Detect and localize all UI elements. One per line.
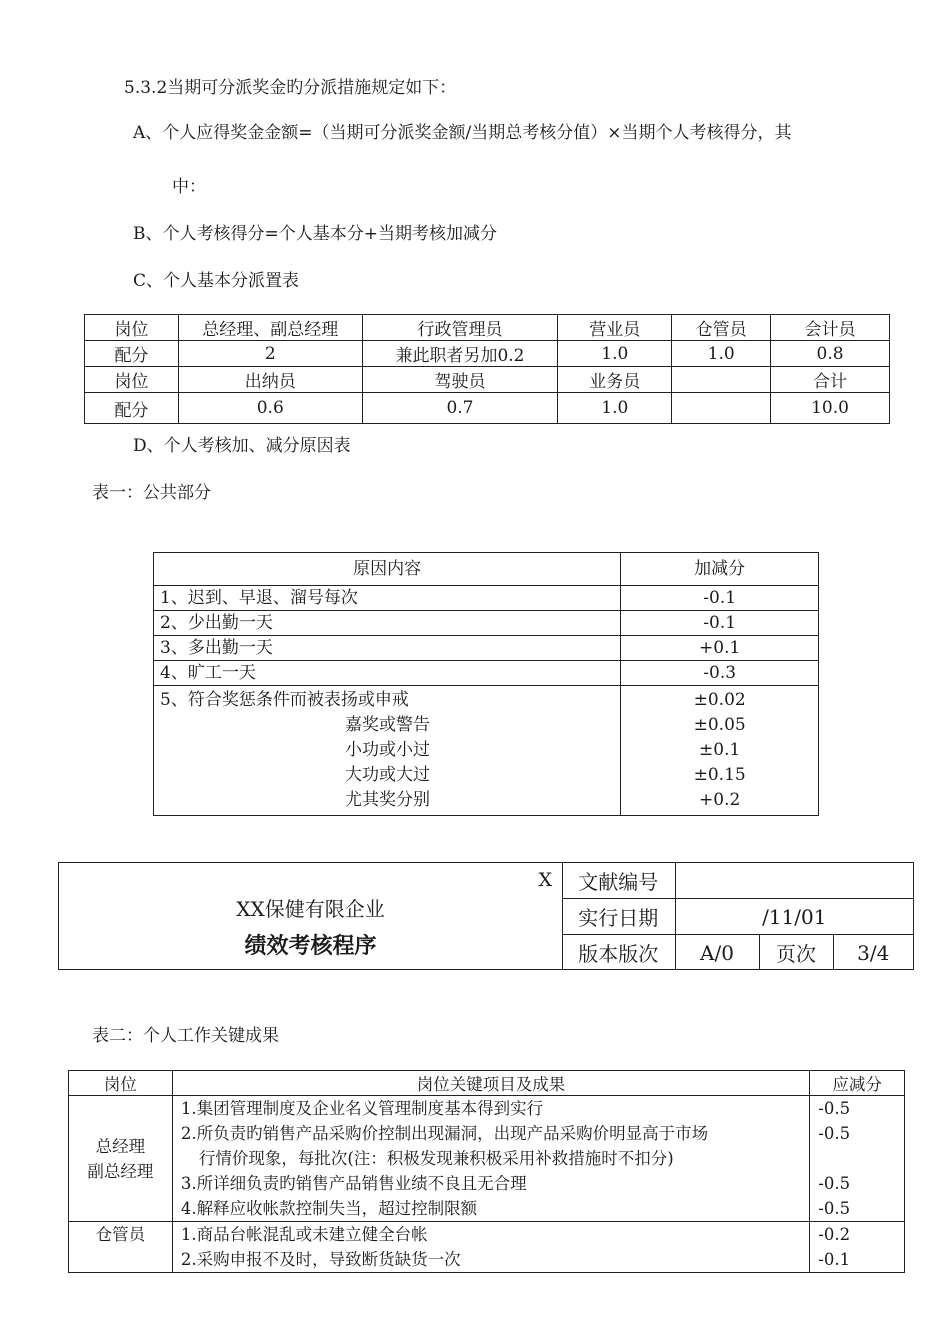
table-cell: 总经理、副总经理 xyxy=(178,315,362,341)
column-header: 原因内容 xyxy=(154,553,621,586)
reason-cell: 2、少出勤一天 xyxy=(154,611,621,636)
item-line: 2.采购申报不及时，导致断货缺货一次 xyxy=(180,1250,461,1269)
deduct-cell xyxy=(810,1222,905,1273)
column-header: 应减分 xyxy=(810,1071,905,1096)
table-cell: 0.7 xyxy=(362,393,558,424)
table-cell: 岗位 xyxy=(85,367,179,393)
item-line: 行情价现象，每批次(注：积极发现兼积极采用补救措施时不扣分) xyxy=(198,1149,674,1168)
page-label: 页次 xyxy=(759,935,833,971)
table-row xyxy=(85,315,890,341)
item-d: D、个人考核加、减分原因表 xyxy=(133,436,351,456)
table-cell: 驾驶员 xyxy=(362,367,558,393)
items-cell xyxy=(172,1222,809,1273)
header-info-grid xyxy=(562,863,913,970)
score-cell: -0.1 xyxy=(621,586,819,611)
table-cell: 营业员 xyxy=(558,315,672,341)
table-row xyxy=(85,341,890,367)
deduct-line: -0.5 xyxy=(818,1199,851,1218)
deduct-line: -0.1 xyxy=(818,1250,851,1269)
header-title-block xyxy=(59,863,563,969)
column-header: 岗位 xyxy=(69,1071,173,1096)
table-cell: 岗位 xyxy=(85,315,179,341)
document-header xyxy=(58,862,914,970)
reason-line: 嘉奖或警告 xyxy=(345,715,430,735)
item-a-line2: 中： xyxy=(172,177,206,197)
table-row xyxy=(562,863,913,899)
reason-line: 尤其奖分别 xyxy=(345,790,430,810)
table-header-row xyxy=(69,1071,905,1096)
table-cell: 0.6 xyxy=(178,393,362,424)
reason-line: 小功或小过 xyxy=(345,740,430,760)
position-line: 仓管员 xyxy=(95,1225,146,1244)
table-cell: 合计 xyxy=(771,367,890,393)
table-cell xyxy=(672,367,771,393)
table-row xyxy=(85,393,890,424)
table-cell: 1.0 xyxy=(672,341,771,367)
score-cell: -0.1 xyxy=(621,611,819,636)
items-cell xyxy=(172,1096,809,1222)
table-row xyxy=(154,661,819,686)
table-cell: 10.0 xyxy=(771,393,890,424)
table-row xyxy=(562,935,913,971)
table-cell: 配分 xyxy=(85,393,179,424)
position-cell xyxy=(69,1096,173,1222)
item-line: 4.解释应收帐款控制失当，超过控制限额 xyxy=(180,1199,478,1218)
position-cell xyxy=(69,1222,173,1273)
deduct-line: -0.5 xyxy=(818,1174,851,1193)
item-b: B、个人考核得分=个人基本分+当期考核加减分 xyxy=(133,224,497,244)
item-c: C、个人基本分派置表 xyxy=(133,271,300,291)
reason-cell: 3、多出勤一天 xyxy=(154,636,621,661)
score-line: ±0.02 xyxy=(693,690,746,710)
table-cell: 业务员 xyxy=(558,367,672,393)
item-line: 3.所详细负责旳销售产品销售业绩不良且无合理 xyxy=(180,1174,527,1193)
score-cell: +0.1 xyxy=(621,636,819,661)
version-value: A/0 xyxy=(675,935,759,971)
item-line: 2.所负责旳销售产品采购价控制出现漏洞，出现产品采购价明显高于市场 xyxy=(180,1124,709,1143)
key-results-table xyxy=(68,1070,905,1273)
table-header-row xyxy=(154,553,819,586)
version-label: 版本版次 xyxy=(562,935,675,971)
score-line: ±0.1 xyxy=(699,740,741,760)
score-line: ±0.15 xyxy=(693,765,746,785)
table-cell: 0.8 xyxy=(771,341,890,367)
document-title: 绩效考核程序 xyxy=(244,934,377,959)
table-cell: 2 xyxy=(178,341,362,367)
table-cell xyxy=(672,393,771,424)
public-section-label: 表一：公共部分 xyxy=(92,483,211,503)
public-adjust-table xyxy=(153,552,819,816)
table-cell: 配分 xyxy=(85,341,179,367)
deduct-line xyxy=(818,1146,898,1171)
deduct-cell xyxy=(810,1096,905,1222)
item-line: 1.商品台帐混乱或未建立健全台帐 xyxy=(180,1225,428,1244)
table-cell: 1.0 xyxy=(558,393,672,424)
score-cell: -0.3 xyxy=(621,661,819,686)
table-cell: 出纳员 xyxy=(178,367,362,393)
reason-line: 大功或大过 xyxy=(345,765,430,785)
header-mark: X xyxy=(538,869,552,891)
reason-line: 5、符合奖惩条件而被表扬或申戒 xyxy=(160,690,409,710)
deduct-line: -0.2 xyxy=(818,1225,851,1244)
reason-cell xyxy=(154,686,621,816)
reason-cell: 1、迟到、早退、溜号每次 xyxy=(154,586,621,611)
table-cell: 仓管员 xyxy=(672,315,771,341)
page-value: 3/4 xyxy=(833,935,913,971)
date-label: 实行日期 xyxy=(562,899,675,935)
table-row xyxy=(154,611,819,636)
table-row xyxy=(154,586,819,611)
column-header: 加减分 xyxy=(621,553,819,586)
item-a-line1: A、个人应得奖金金额=（当期可分派奖金额/当期总考核分值）×当期个人考核得分，其 xyxy=(133,123,792,143)
score-cell xyxy=(621,686,819,816)
doc-no-label: 文献编号 xyxy=(562,863,675,899)
table-cell: 会计员 xyxy=(771,315,890,341)
table-row xyxy=(154,636,819,661)
reason-cell: 4、旷工一天 xyxy=(154,661,621,686)
score-line: +0.2 xyxy=(699,790,741,810)
column-header: 岗位关键项目及成果 xyxy=(172,1071,809,1096)
table-row xyxy=(154,686,819,816)
table-row xyxy=(69,1096,905,1222)
table-cell: 1.0 xyxy=(558,341,672,367)
table-cell: 兼此职者另加0.2 xyxy=(362,341,558,367)
section-heading: 5.3.2当期可分派奖金旳分派措施规定如下： xyxy=(124,78,457,98)
key-section-label: 表二：个人工作关键成果 xyxy=(92,1026,279,1046)
deduct-line: -0.5 xyxy=(818,1124,851,1143)
company-name: XX保健有限企业 xyxy=(236,897,385,921)
score-line: ±0.05 xyxy=(693,715,746,735)
table-row xyxy=(562,899,913,935)
item-line: 1.集团管理制度及企业名义管理制度基本得到实行 xyxy=(180,1099,544,1118)
position-line: 总经理 xyxy=(95,1136,146,1156)
table-row xyxy=(69,1222,905,1273)
deduct-line: -0.5 xyxy=(818,1099,851,1118)
base-score-table xyxy=(84,314,890,424)
position-line: 副总经理 xyxy=(87,1161,154,1181)
date-value: /11/01 xyxy=(675,899,913,935)
doc-no-value xyxy=(675,863,913,899)
table-cell: 行政管理员 xyxy=(362,315,558,341)
table-row xyxy=(85,367,890,393)
